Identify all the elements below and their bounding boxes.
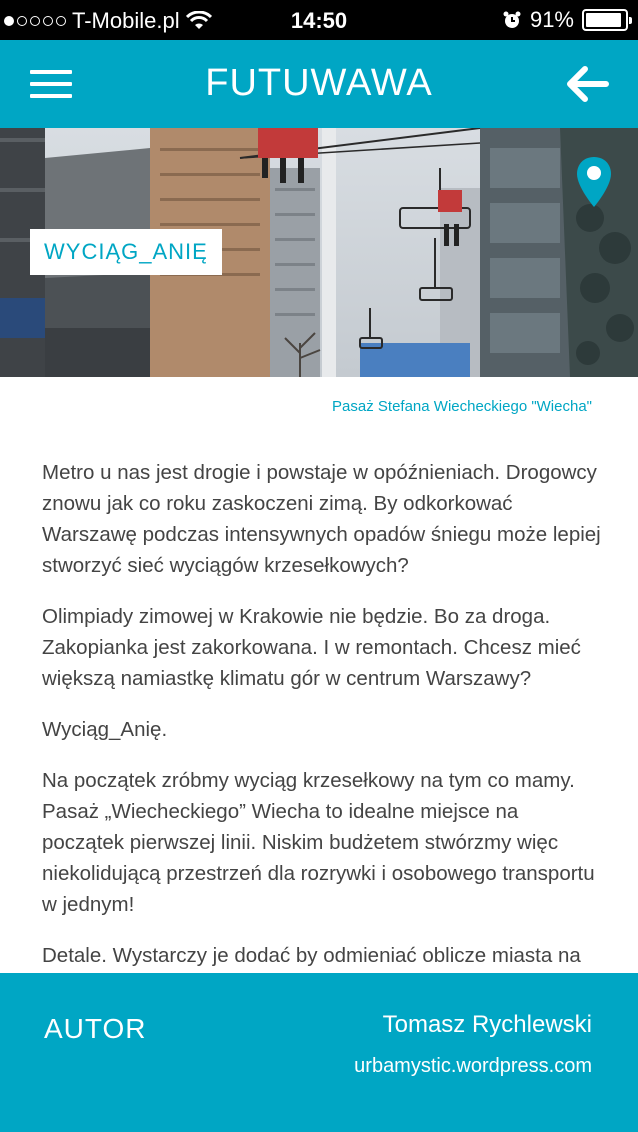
article-tag: WYCIĄG_ANIĘ — [30, 229, 222, 275]
app-title: FUTUWAWA — [205, 62, 433, 104]
photo-caption: Pasaż Stefana Wiecheckiego "Wiecha" — [332, 398, 592, 415]
location-pin-button[interactable] — [575, 155, 613, 209]
article-paragraph: Detale. Wystarczy je dodać by odmieniać oblicze miasta na — [42, 944, 581, 967]
hero-image — [0, 128, 638, 377]
alarm-clock-icon — [502, 10, 522, 30]
arrow-left-icon — [566, 62, 610, 106]
article-body — [42, 457, 602, 972]
app-header — [0, 40, 638, 128]
article-paragraph: Wyciąg_Anię. — [42, 718, 168, 741]
status-bar — [0, 0, 638, 40]
author-footer — [0, 973, 638, 1132]
article-paragraph: Olimpiady zimowej w Krakowie nie będzie. Bo za droga. Zakopianka jest zakorkowana. I w remontach. Chcesz mieć większą namiastkę klimatu gór w centrum Warszawy? — [42, 605, 581, 690]
back-button[interactable] — [566, 62, 610, 106]
map-pin-icon — [575, 155, 613, 209]
battery-percentage: 91% — [529, 7, 574, 32]
article-paragraph: Metro u nas jest drogie i powstaje w opóźnieniach. Drogowcy znowu jak co roku zaskoczeni zimą. By odkorkować Warszawę podczas intensywnych opadów śniegu może lepiej stworzyć sieć wyciągów krzesełkowych? — [42, 461, 601, 577]
battery-icon — [582, 9, 628, 31]
status-time: 14:50 — [290, 8, 348, 33]
author-name: Tomasz Rychlewski — [382, 1011, 592, 1038]
author-label: AUTOR — [44, 1013, 147, 1044]
article-paragraph: Na początek zróbmy wyciąg krzesełkowy na tym co mamy. Pasaż „Wiecheckiego” Wiecha to idealne miejsce na początek pierwszej linii. Niskim budżetem stwórzmy więc niekolidującą przestrzeń dla rozrywki i osobowego transportu w jednym! — [42, 769, 595, 916]
author-blog-link[interactable]: urbamystic.wordpress.com — [354, 1055, 592, 1077]
carrier-name: T-Mobile.pl — [72, 8, 180, 33]
